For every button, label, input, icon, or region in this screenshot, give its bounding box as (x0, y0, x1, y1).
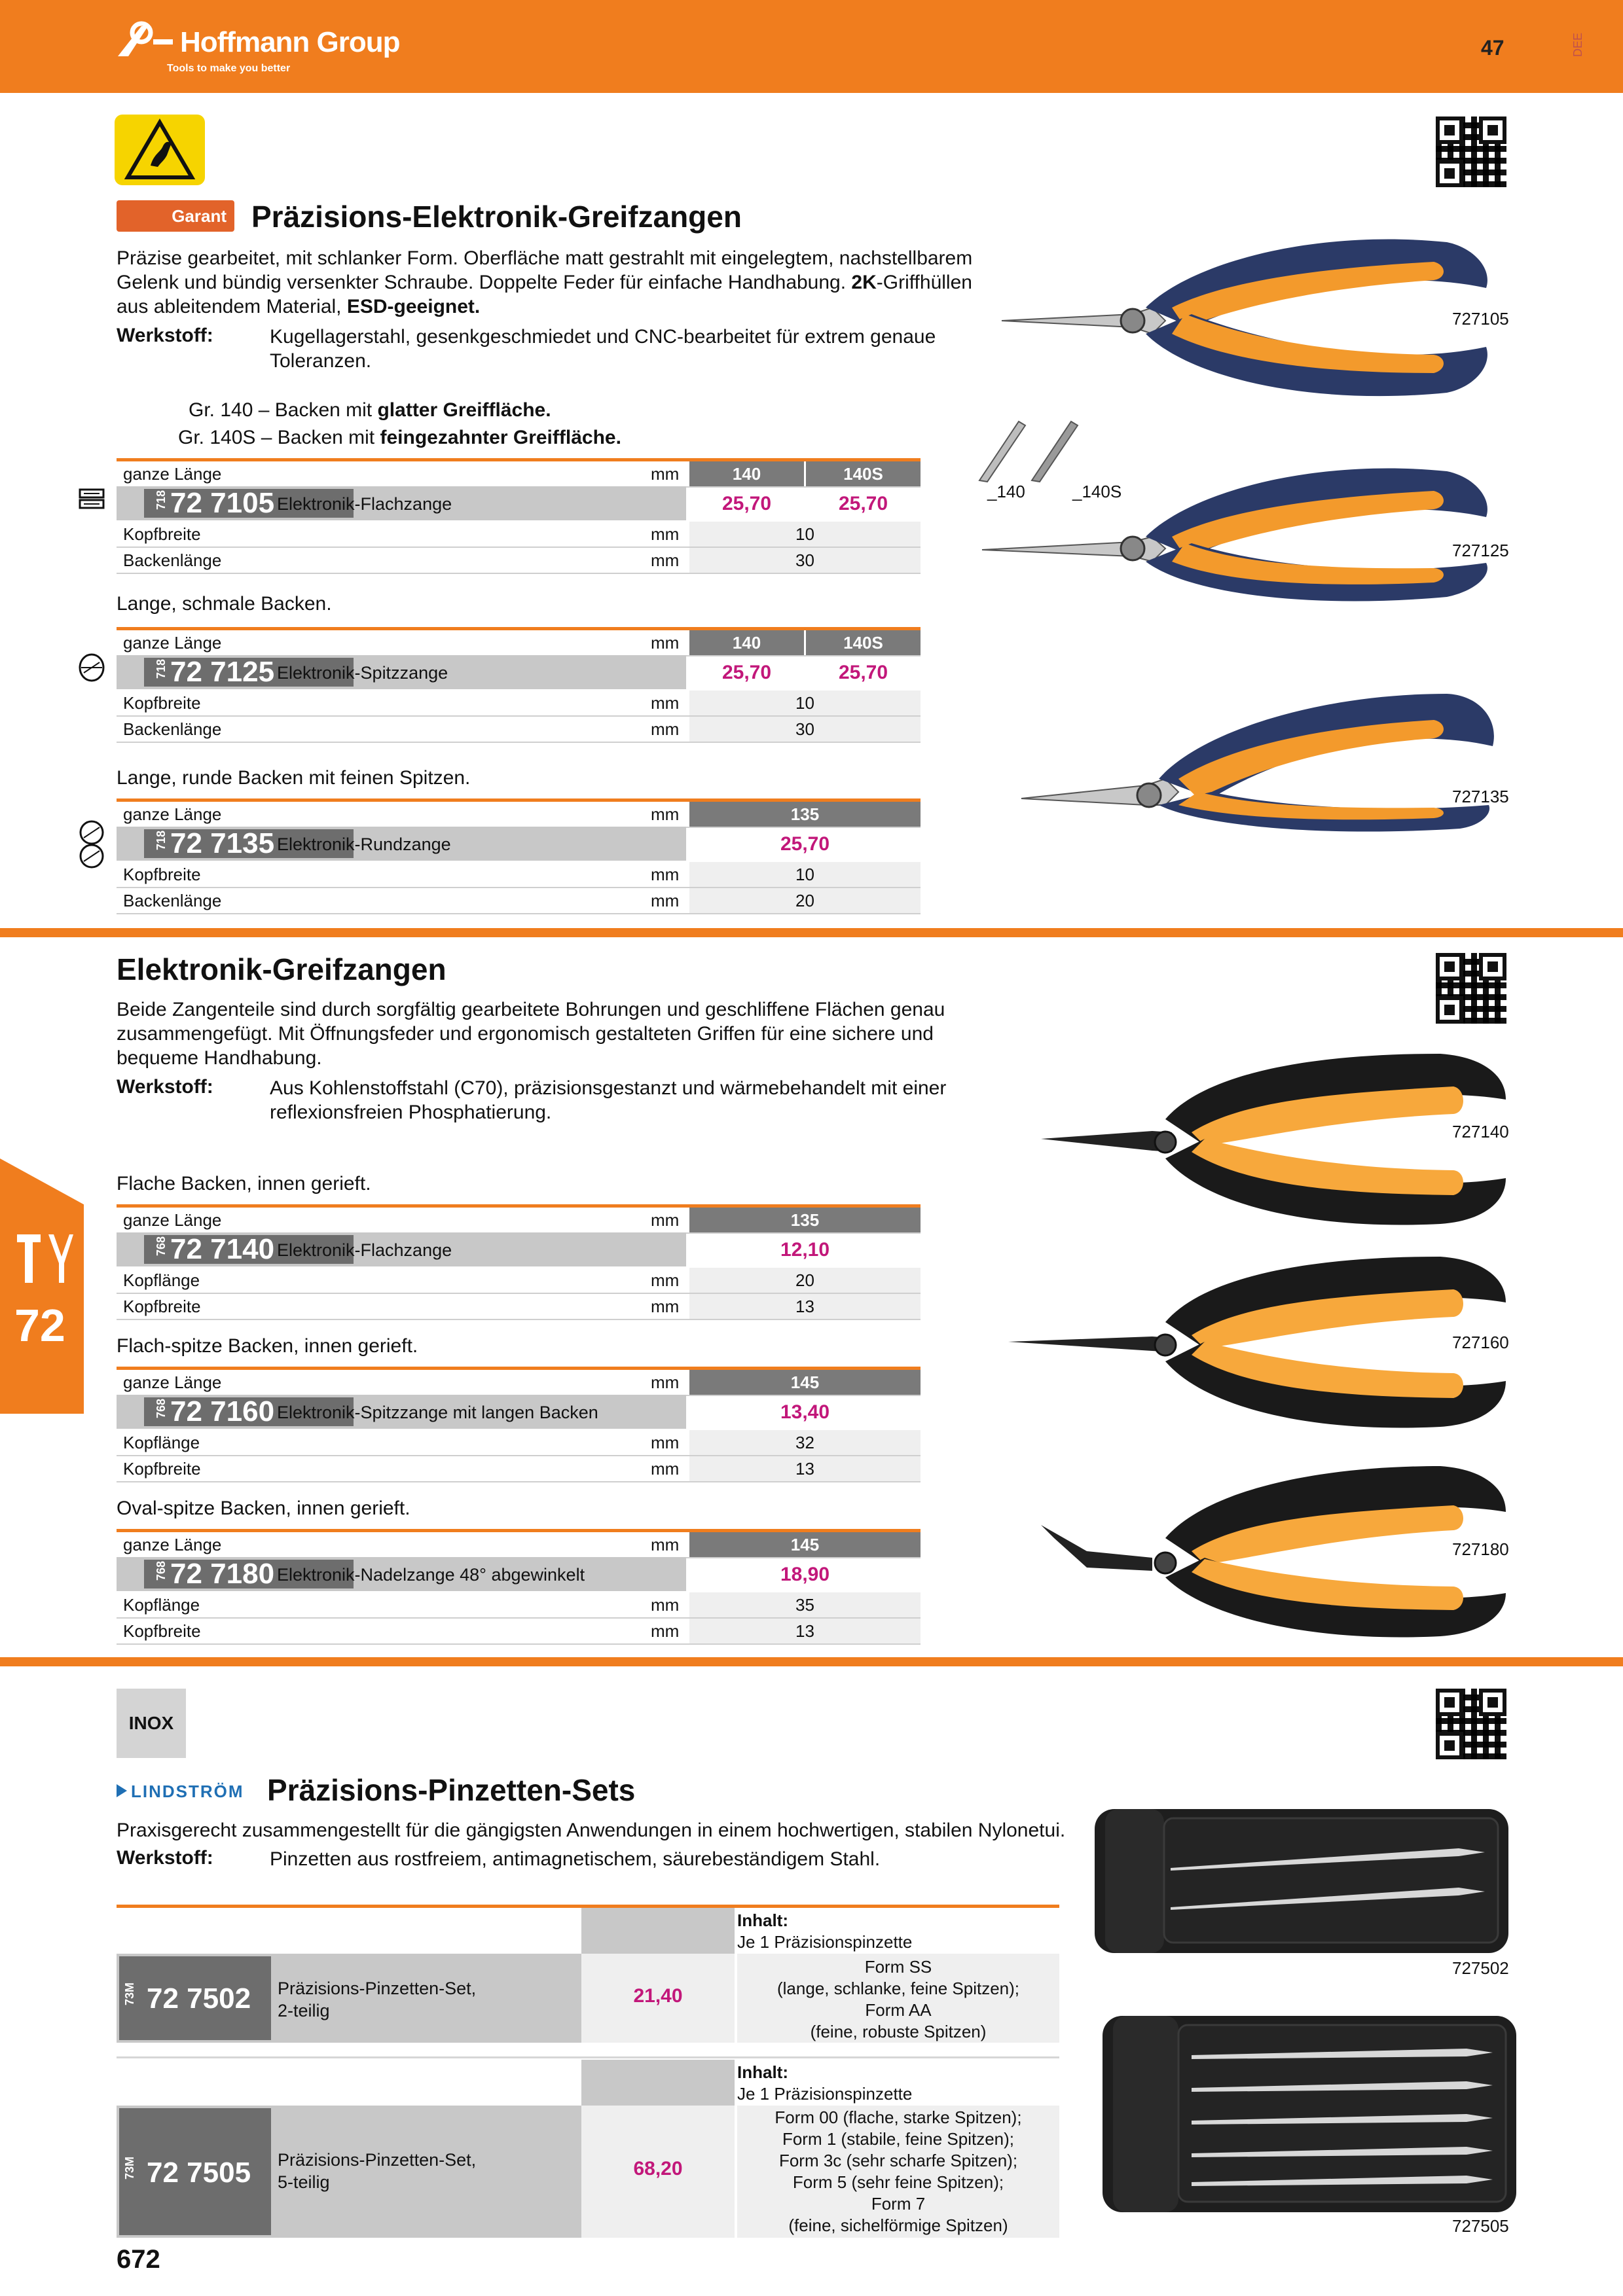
brand-tagline: Tools to make you better (167, 63, 291, 74)
image-reference: 727105 (1452, 309, 1509, 329)
contents-sub: Je 1 Präzisionspinzette (737, 1932, 913, 1952)
article-description: Elektronik-Nadelzange 48° abgewinkelt (277, 1565, 585, 1585)
description-line: Präzisions-Pinzetten-Set, (278, 2150, 477, 2170)
row-unit: mm (651, 1621, 680, 1641)
qr-code-icon (1436, 953, 1506, 1024)
article-description: Elektronik-Flachzange (277, 494, 452, 514)
row-unit: mm (651, 719, 680, 739)
intro-text: -Griffhüllen (876, 272, 972, 293)
contents-label: Inhalt: (737, 1910, 788, 1930)
size-header: 140S (806, 630, 921, 655)
row-label: ganze Länge (123, 464, 222, 484)
price: 21,40 (633, 1985, 683, 2007)
section-intro (117, 246, 987, 319)
catalog-code: 718 (155, 659, 168, 679)
subsection-label: Flache Backen, innen gerieft. (117, 1173, 371, 1194)
row-label: ganze Länge (123, 804, 222, 824)
row-unit: mm (651, 804, 680, 824)
row-label: ganze Länge (123, 1535, 222, 1554)
article-description: Elektronik-Rundzange (277, 834, 451, 854)
intro-line: Präzise gearbeitet, mit schlanker Form. Oberfläche matt gestrahlt mit eingelegtem, nachstellbarem (117, 247, 973, 269)
contents-item: (feine, sichelförmige Spitzen) (788, 2215, 1008, 2235)
contents-item: (lange, schlanke, feine Spitzen); (777, 1979, 1019, 1998)
tweezers-set-image-727502 (1092, 1803, 1511, 1960)
pliers-image-727180 (1034, 1453, 1519, 1643)
subsection-label: Lange, schmale Backen. (117, 593, 332, 615)
table-row (117, 1204, 921, 1234)
article-number (119, 1956, 271, 2040)
row-label: Kopfbreite (123, 1459, 201, 1479)
article-row[interactable] (117, 1395, 921, 1429)
article-number-text: 72 7125 (170, 656, 275, 688)
article-row[interactable] (117, 486, 921, 520)
catalog-code: 768 (155, 1399, 168, 1419)
subsection-label: Flach-spitze Backen, innen gerieft. (117, 1335, 418, 1357)
row-unit: mm (651, 1210, 680, 1230)
description-line: 2-teilig (278, 2001, 330, 2020)
article-row[interactable] (117, 655, 921, 689)
row-label: Kopfbreite (123, 1621, 201, 1641)
image-reference: 727505 (1452, 2216, 1509, 2236)
article-number-text: 72 7502 (147, 1982, 251, 2015)
intro-line (117, 295, 987, 319)
row-unit: mm (651, 464, 680, 484)
table-row (117, 691, 921, 717)
intro-line: bequeme Handhabung. (117, 1047, 322, 1069)
intro-line: Beide Zangenteile sind durch sorgfältig gearbeitete Bohrungen und geschliffene Flächen genau (117, 999, 945, 1020)
size-header: 140 (689, 630, 804, 655)
row-unit: mm (651, 1270, 680, 1290)
row-unit: mm (651, 865, 680, 884)
article-number-text: 72 7140 (170, 1233, 275, 1265)
price: 25,70 (780, 833, 830, 855)
flat-jaw-icon (79, 486, 105, 515)
row-label: Kopfbreite (123, 1297, 201, 1316)
article-number (119, 2108, 271, 2235)
subsection-label: Lange, runde Backen mit feinen Spitzen. (117, 767, 471, 789)
article-number-text: 72 7505 (147, 2157, 251, 2189)
row-unit: mm (651, 1459, 680, 1479)
article-description (278, 1977, 476, 2022)
table-row (117, 717, 921, 743)
material-text (270, 325, 936, 373)
article-description: Elektronik-Flachzange (277, 1240, 452, 1260)
brand-name: Hoffmann Group (180, 26, 400, 58)
row-label: Kopfbreite (123, 693, 201, 713)
pliers-image-727125 (976, 452, 1512, 609)
price: 12,10 (780, 1239, 830, 1261)
article-number-text: 72 7180 (170, 1558, 275, 1590)
image-reference: 727140 (1452, 1122, 1509, 1141)
description-line: Präzisions-Pinzetten-Set, (278, 1979, 477, 1998)
contents-label: Inhalt: (737, 2062, 788, 2082)
table-row (117, 1367, 921, 1396)
table-row (117, 1268, 921, 1294)
row-label: Kopfbreite (123, 524, 201, 544)
contents-item: Form 3c (sehr scharfe Spitzen); (778, 2151, 1018, 2170)
table-row (117, 1592, 921, 1619)
table-row (117, 862, 921, 888)
table-topbar (117, 2056, 1059, 2058)
article-row[interactable] (117, 827, 921, 861)
contents-header (737, 2062, 912, 2105)
row-unit: mm (651, 1535, 680, 1554)
material-label: Werkstoff: (117, 1847, 213, 1869)
table-row (117, 548, 921, 574)
contents-list (737, 2106, 1059, 2238)
size-note-text: Gr. 140S – Backen mit (178, 427, 375, 448)
row-label: Backenlänge (123, 891, 222, 910)
article-number-text: 72 7105 (170, 487, 275, 519)
header-cell (581, 2060, 735, 2106)
catalog-code: 73M (123, 1982, 136, 2006)
row-value: 13 (795, 1621, 814, 1641)
contents-item: Form 5 (sehr feine Spitzen); (792, 2172, 1004, 2192)
material-line: reflexionsfreien Phosphatierung. (270, 1102, 552, 1123)
material-label: Werkstoff: (117, 325, 213, 346)
table-row (117, 888, 921, 914)
price: 25,70 (838, 662, 888, 683)
size-header: 145 (689, 1370, 921, 1395)
brand-arrow-icon (117, 1784, 127, 1797)
pliers-image-727160 (1002, 1244, 1519, 1433)
row-value: 13 (795, 1459, 814, 1479)
price: 68,20 (633, 2158, 683, 2179)
pliers-image-727105 (976, 216, 1512, 412)
table-row (117, 1456, 921, 1482)
row-value: 30 (795, 719, 814, 739)
row-value: 20 (795, 891, 814, 910)
material-text (270, 1076, 946, 1124)
section-intro: Praxisgerecht zusammengestellt für die gängigsten Anwendungen in einem hochwertigen, stabilen Nylonetui. (117, 1820, 1066, 1841)
article-row[interactable] (117, 1954, 581, 2043)
material-text: Pinzetten aus rostfreiem, antimagnetischem, säurebeständigem Stahl. (270, 1848, 881, 1870)
row-unit: mm (651, 1433, 680, 1452)
qr-code-icon (1436, 1689, 1506, 1759)
row-label: Kopflänge (123, 1433, 200, 1452)
row-label: Kopfbreite (123, 865, 201, 884)
article-row[interactable] (117, 1557, 921, 1591)
price-cell (581, 1954, 735, 2043)
lindstrom-brand-badge (117, 1782, 244, 1802)
subsection-label: Oval-spitze Backen, innen gerieft. (117, 1498, 410, 1519)
section-divider (0, 1657, 1623, 1666)
material-line: Aus Kohlenstoffstahl (C70), präzisionsgestanzt und wärmebehandelt mit einer (270, 1077, 947, 1099)
article-number-text: 72 7160 (170, 1395, 275, 1427)
row-label: ganze Länge (123, 1372, 222, 1392)
material-line: Kugellagerstahl, gesenkgeschmiedet und CNC-bearbeitet für extrem genaue (270, 326, 936, 348)
table-row (117, 458, 921, 488)
article-number-text: 72 7135 (170, 827, 275, 859)
image-reference: 727160 (1452, 1333, 1509, 1352)
page-number-bottom: 672 (117, 2245, 160, 2274)
table-row (117, 1294, 921, 1320)
set-table-727502 (117, 1905, 1059, 2049)
jaw-label: _140S (1072, 482, 1122, 501)
row-unit: mm (651, 1297, 680, 1316)
page-number-top: 47 (1481, 36, 1504, 60)
esd-warning-icon (115, 115, 205, 185)
description-line: 5-teilig (278, 2172, 330, 2192)
header-cell (581, 1908, 735, 1954)
row-value: 35 (795, 1595, 814, 1615)
size-note-bold: feingezahnter Greiffläche. (380, 427, 621, 448)
image-reference: 727180 (1452, 1539, 1509, 1559)
contents-item: Form 1 (stabile, feine Spitzen); (782, 2129, 1015, 2149)
section-title: Präzisions-Elektronik-Greifzangen (251, 200, 742, 234)
garant-brand-badge: Garant (117, 200, 234, 232)
catalog-code: 718 (155, 490, 168, 511)
price: 25,70 (838, 493, 888, 514)
article-row[interactable] (117, 1232, 921, 1266)
row-value: 32 (795, 1433, 814, 1452)
price: 25,70 (721, 493, 772, 514)
price: 25,70 (721, 662, 772, 683)
size-header: 145 (689, 1532, 921, 1557)
catalog-code: 73M (123, 2157, 136, 2180)
tweezers-pliers-icon (14, 1230, 73, 1289)
pliers-image-727135 (1015, 674, 1512, 838)
size-note-text: Gr. 140 – Backen mit (189, 399, 373, 421)
row-unit: mm (651, 1372, 680, 1392)
table-row (117, 522, 921, 548)
row-label: Backenlänge (123, 719, 222, 739)
pointed-jaw-icon (77, 653, 106, 685)
image-reference: 727502 (1452, 1958, 1509, 1978)
row-label: Kopflänge (123, 1270, 200, 1290)
catalog-code: 768 (155, 1236, 168, 1257)
size-note-bold: glatter Greiffläche. (377, 399, 551, 421)
row-unit: mm (651, 550, 680, 570)
hoffmann-logo-icon (115, 20, 175, 58)
article-row[interactable] (117, 2106, 581, 2238)
material-line: Toleranzen. (270, 350, 372, 372)
row-value: 13 (795, 1297, 814, 1316)
price: 18,90 (780, 1564, 830, 1585)
intro-text: aus ableitendem Material, (117, 296, 342, 317)
row-unit: mm (651, 1595, 680, 1615)
size-header: 135 (689, 1208, 921, 1232)
article-description: Elektronik-Spitzzange mit langen Backen (277, 1403, 598, 1422)
row-label: ganze Länge (123, 1210, 222, 1230)
table-row (117, 1619, 921, 1645)
size-header: 140 (689, 461, 804, 486)
image-reference: 727125 (1452, 541, 1509, 560)
row-value: 10 (795, 865, 814, 884)
table-row (117, 798, 921, 828)
contents-item: Form 7 (871, 2194, 926, 2214)
table-row (117, 627, 921, 656)
price: 13,40 (780, 1401, 830, 1423)
table-row (117, 1529, 921, 1558)
row-label: Kopflänge (123, 1595, 200, 1615)
row-label: ganze Länge (123, 633, 222, 653)
contents-item: Form SS (864, 1957, 932, 1977)
row-unit: mm (651, 693, 680, 713)
intro-line: zusammengefügt. Mit Öffnungsfeder und ergonomisch gestalteten Griffen für eine sichere und (117, 1023, 934, 1045)
set-table-727505 (117, 2056, 1059, 2240)
jaw-label: _140 (987, 482, 1025, 501)
row-value: 10 (795, 524, 814, 544)
section-title: Präzisions-Pinzetten-Sets (267, 1773, 636, 1807)
section-divider (0, 928, 1623, 937)
inox-badge: INOX (117, 1689, 186, 1758)
language-code: DEE (1571, 33, 1584, 58)
section-title: Elektronik-Greifzangen (117, 952, 447, 986)
brand-text: LINDSTRÖM (131, 1782, 244, 1801)
section-intro (117, 997, 968, 1070)
pliers-image-727140 (1034, 1041, 1519, 1230)
material-label: Werkstoff: (117, 1076, 213, 1098)
size-note (189, 398, 551, 422)
table-row (117, 1430, 921, 1456)
row-unit: mm (651, 633, 680, 653)
contents-item: Form 00 (flache, starke Spitzen); (775, 2108, 1022, 2127)
size-header: 140S (806, 461, 921, 486)
chapter-number: 72 (14, 1300, 65, 1351)
catalog-code: 768 (155, 1561, 168, 1581)
size-header: 135 (689, 802, 921, 827)
article-description (278, 2149, 476, 2193)
intro-line (117, 270, 987, 295)
row-value: 10 (795, 693, 814, 713)
row-unit: mm (651, 891, 680, 910)
contents-item: (feine, robuste Spitzen) (810, 2022, 987, 2041)
contents-sub: Je 1 Präzisionspinzette (737, 2084, 913, 2104)
intro-text: Gelenk und bündig versenkter Schraube. Doppelte Feder für einfache Handhabung. (117, 272, 847, 293)
contents-header (737, 1910, 912, 1953)
intro-bold: ESD-geeignet. (346, 296, 481, 317)
image-reference: 727135 (1452, 787, 1509, 806)
intro-bold: 2K (851, 272, 877, 293)
row-label: Backenlänge (123, 550, 222, 570)
tweezers-set-image-727505 (1100, 2009, 1519, 2219)
price-cell (581, 2106, 735, 2238)
round-jaw-icon (77, 819, 106, 872)
size-note (178, 425, 621, 450)
article-description: Elektronik-Spitzzange (277, 663, 448, 683)
contents-list (737, 1954, 1059, 2043)
row-value: 20 (795, 1270, 814, 1290)
row-unit: mm (651, 524, 680, 544)
row-value: 30 (795, 550, 814, 570)
contents-item: Form AA (865, 2000, 932, 2020)
catalog-code: 718 (155, 831, 168, 851)
qr-code-icon (1436, 117, 1506, 187)
